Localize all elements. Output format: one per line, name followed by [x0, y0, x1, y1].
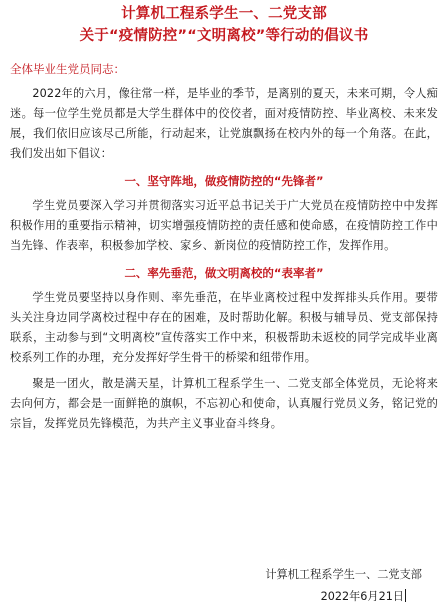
- section1-paragraph: 学生党员要深入学习并贯彻落实习近平总书记关于广大党员在疫情防控中中发挥积极作用的重要指示精神，切实增强疫情防控的责任感和使命感，在疫情防控工作中当先锋、作表率，积极参加学校、家乡、新岗位的疫情防控工作，发挥作用。: [10, 199, 438, 252]
- closing-paragraph: 聚是一团火，散是满天星，计算机工程系学生一、二党支部全体党员，无论将来去向何方，都会是一面鲜艳的旗帜，不忘初心和使命，认真履行党员义务，铭记党的宗旨，发挥党员先锋模范，为共产主义事业奋斗终身。: [10, 377, 438, 430]
- signature-date: 2022年6月21日: [320, 590, 404, 603]
- document-title-line1: 计算机工程系学生一、二党支部: [121, 6, 327, 22]
- intro-paragraph: 2022年的六月，像往常一样，是毕业的季节，是离别的夏天，未来可期，令人痴迷。每一位学生党员都是大学生群体中的佼佼者，面对疫情防控、毕业离校、未来发展，我们依旧应该尽己所能，行动起来，让党旗飘扬在校内外的每一个角落。在此，我们发出如下倡议：: [10, 87, 438, 160]
- signature-date-wrapper: [321, 588, 406, 606]
- signature-organization: 计算机工程系学生一、二党支部: [265, 568, 422, 581]
- text-cursor: [405, 589, 406, 602]
- section2-paragraph: 学生党员要坚持以身作则、率先垂范，在毕业离校过程中发挥排头兵作用。要带头关注身边同学离校过程中存在的困难，及时帮助化解。积极与辅导员、党支部保持联系，主动参与到“文明离校”宣传落实工作中来，积极帮助未返校的同学完成毕业离校系列工作的办理，充分发挥好学生骨干的桥梁和纽带作用。: [10, 291, 438, 364]
- section1-heading: 一、坚守阵地，做疫情防控的“先锋者”: [124, 174, 324, 188]
- salutation: 全体毕业生党员同志：: [10, 62, 125, 76]
- document-title-line2: 关于“疫情防控”“文明离校”等行动的倡议书: [79, 28, 369, 44]
- section2-heading: 二、率先垂范，做文明离校的“表率者”: [124, 266, 324, 280]
